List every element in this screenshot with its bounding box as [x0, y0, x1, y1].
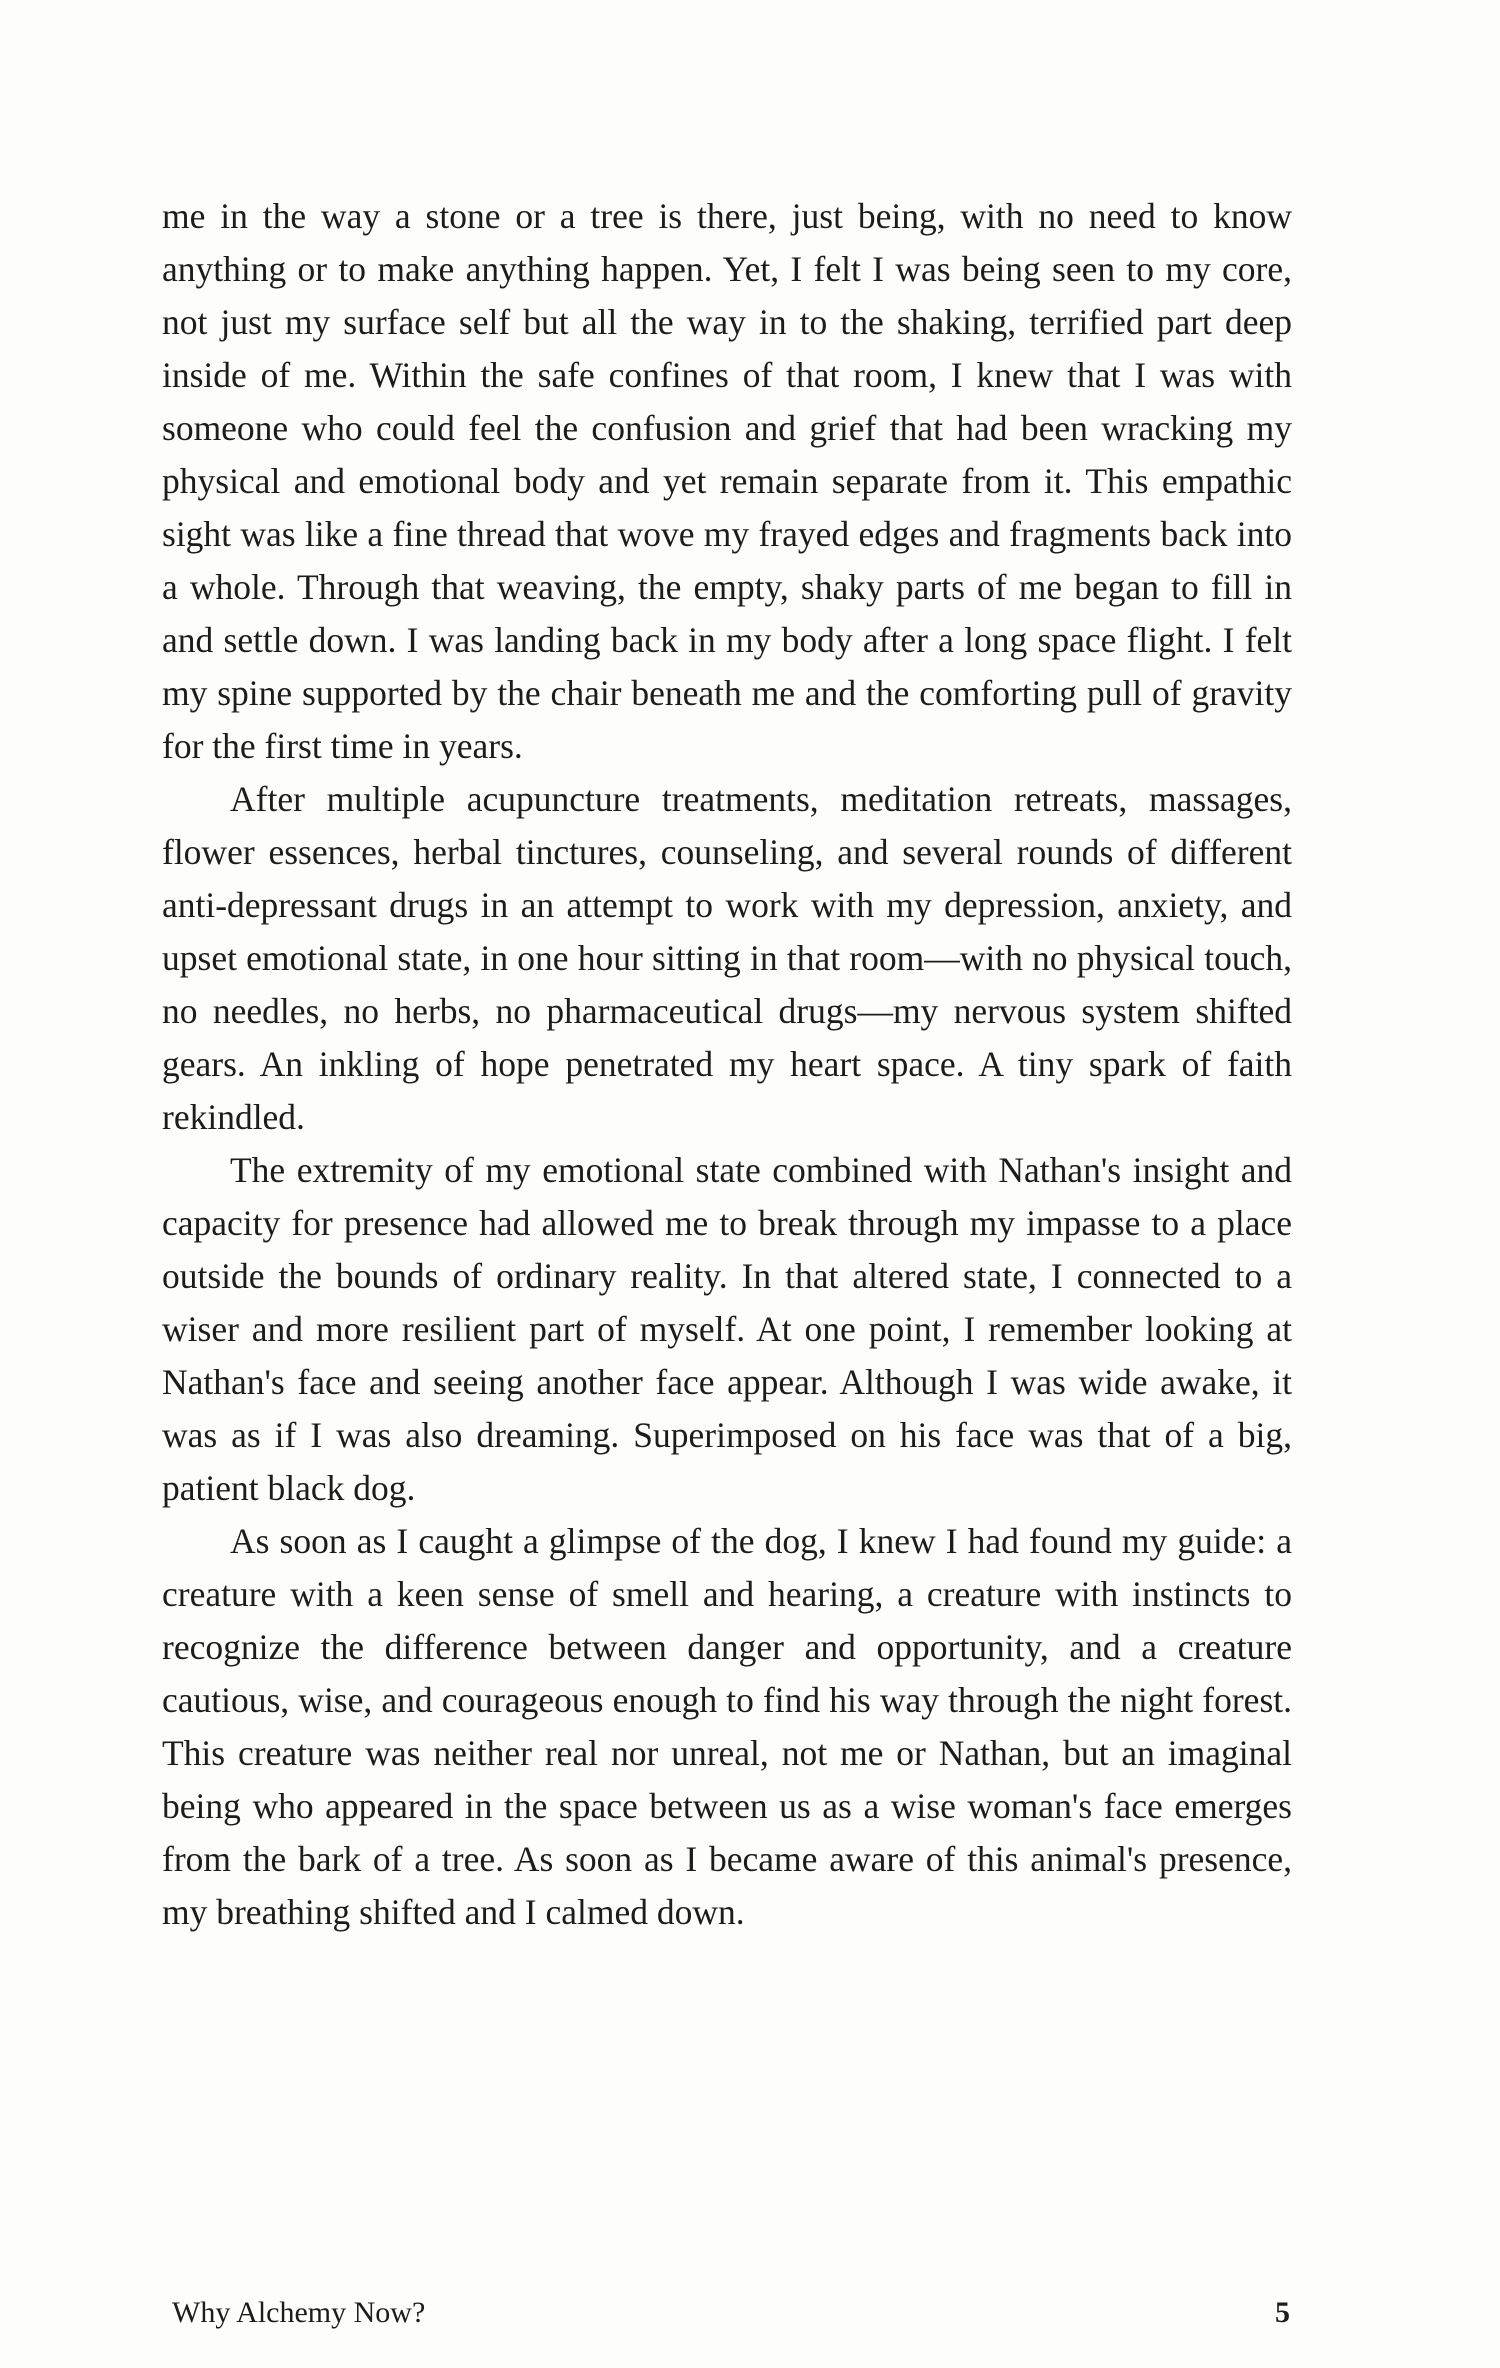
page-number: 5 [1275, 2296, 1290, 2329]
paragraph: As soon as I caught a glimpse of the dog, I knew I had found my guide: a creature with a keen sense of smell and hearing, a creature with instincts to recognize the difference between danger and opportunity, and a creature cautious, wise, and courageous enough to find his way through the night forest. This creature was neither real nor unreal, not me or Nathan, but an imaginal being who appeared in the space between us as a wise woman's face emerges from the bark of a tree. As soon as I became aware of this animal's presence, my breathing shifted and I calmed down. [162, 1521, 1292, 1932]
paragraph-continued: me in the way a stone or a tree is there, just being, with no need to know anything or to make anything happen. Yet, I felt I was being seen to my core, not just my surface self but all the way in to the shaking, terrified part deep inside of me. Within the safe confines of that room, I knew that I was with someone who could feel the confusion and grief that had been wracking my physical and emotional body and yet remain separate from it. This empathic sight was like a fine thread that wove my frayed edges and fragments back into a whole. Through that weaving, the empty, shaky parts of me began to fill in and settle down. I was landing back in my body after a long space flight. I felt my spine supported by the chair beneath me and the comforting pull of gravity for the first time in years. [162, 196, 1292, 766]
body-text [162, 190, 1292, 1939]
paragraph: The extremity of my emotional state combined with Nathan's insight and capacity for presence had allowed me to break through my impasse to a place outside the bounds of ordinary reality. In that altered state, I connected to a wiser and more resilient part of myself. At one point, I remember looking at Nathan's face and seeing another face appear. Although I was wide awake, it was as if I was also dreaming. Superimposed on his face was that of a big, patient black dog. [162, 1150, 1292, 1508]
paragraph: After multiple acupuncture treatments, meditation retreats, massages, flower essences, herbal tinctures, counseling, and several rounds of different anti-depressant drugs in an attempt to work with my depression, anxiety, and upset emotional state, in one hour sitting in that room—with no physical touch, no needles, no herbs, no pharmaceutical drugs—my nervous system shifted gears. An inkling of hope penetrated my heart space. A tiny spark of faith rekindled. [162, 779, 1292, 1137]
running-footer-title: Why Alchemy Now? [172, 2296, 426, 2329]
